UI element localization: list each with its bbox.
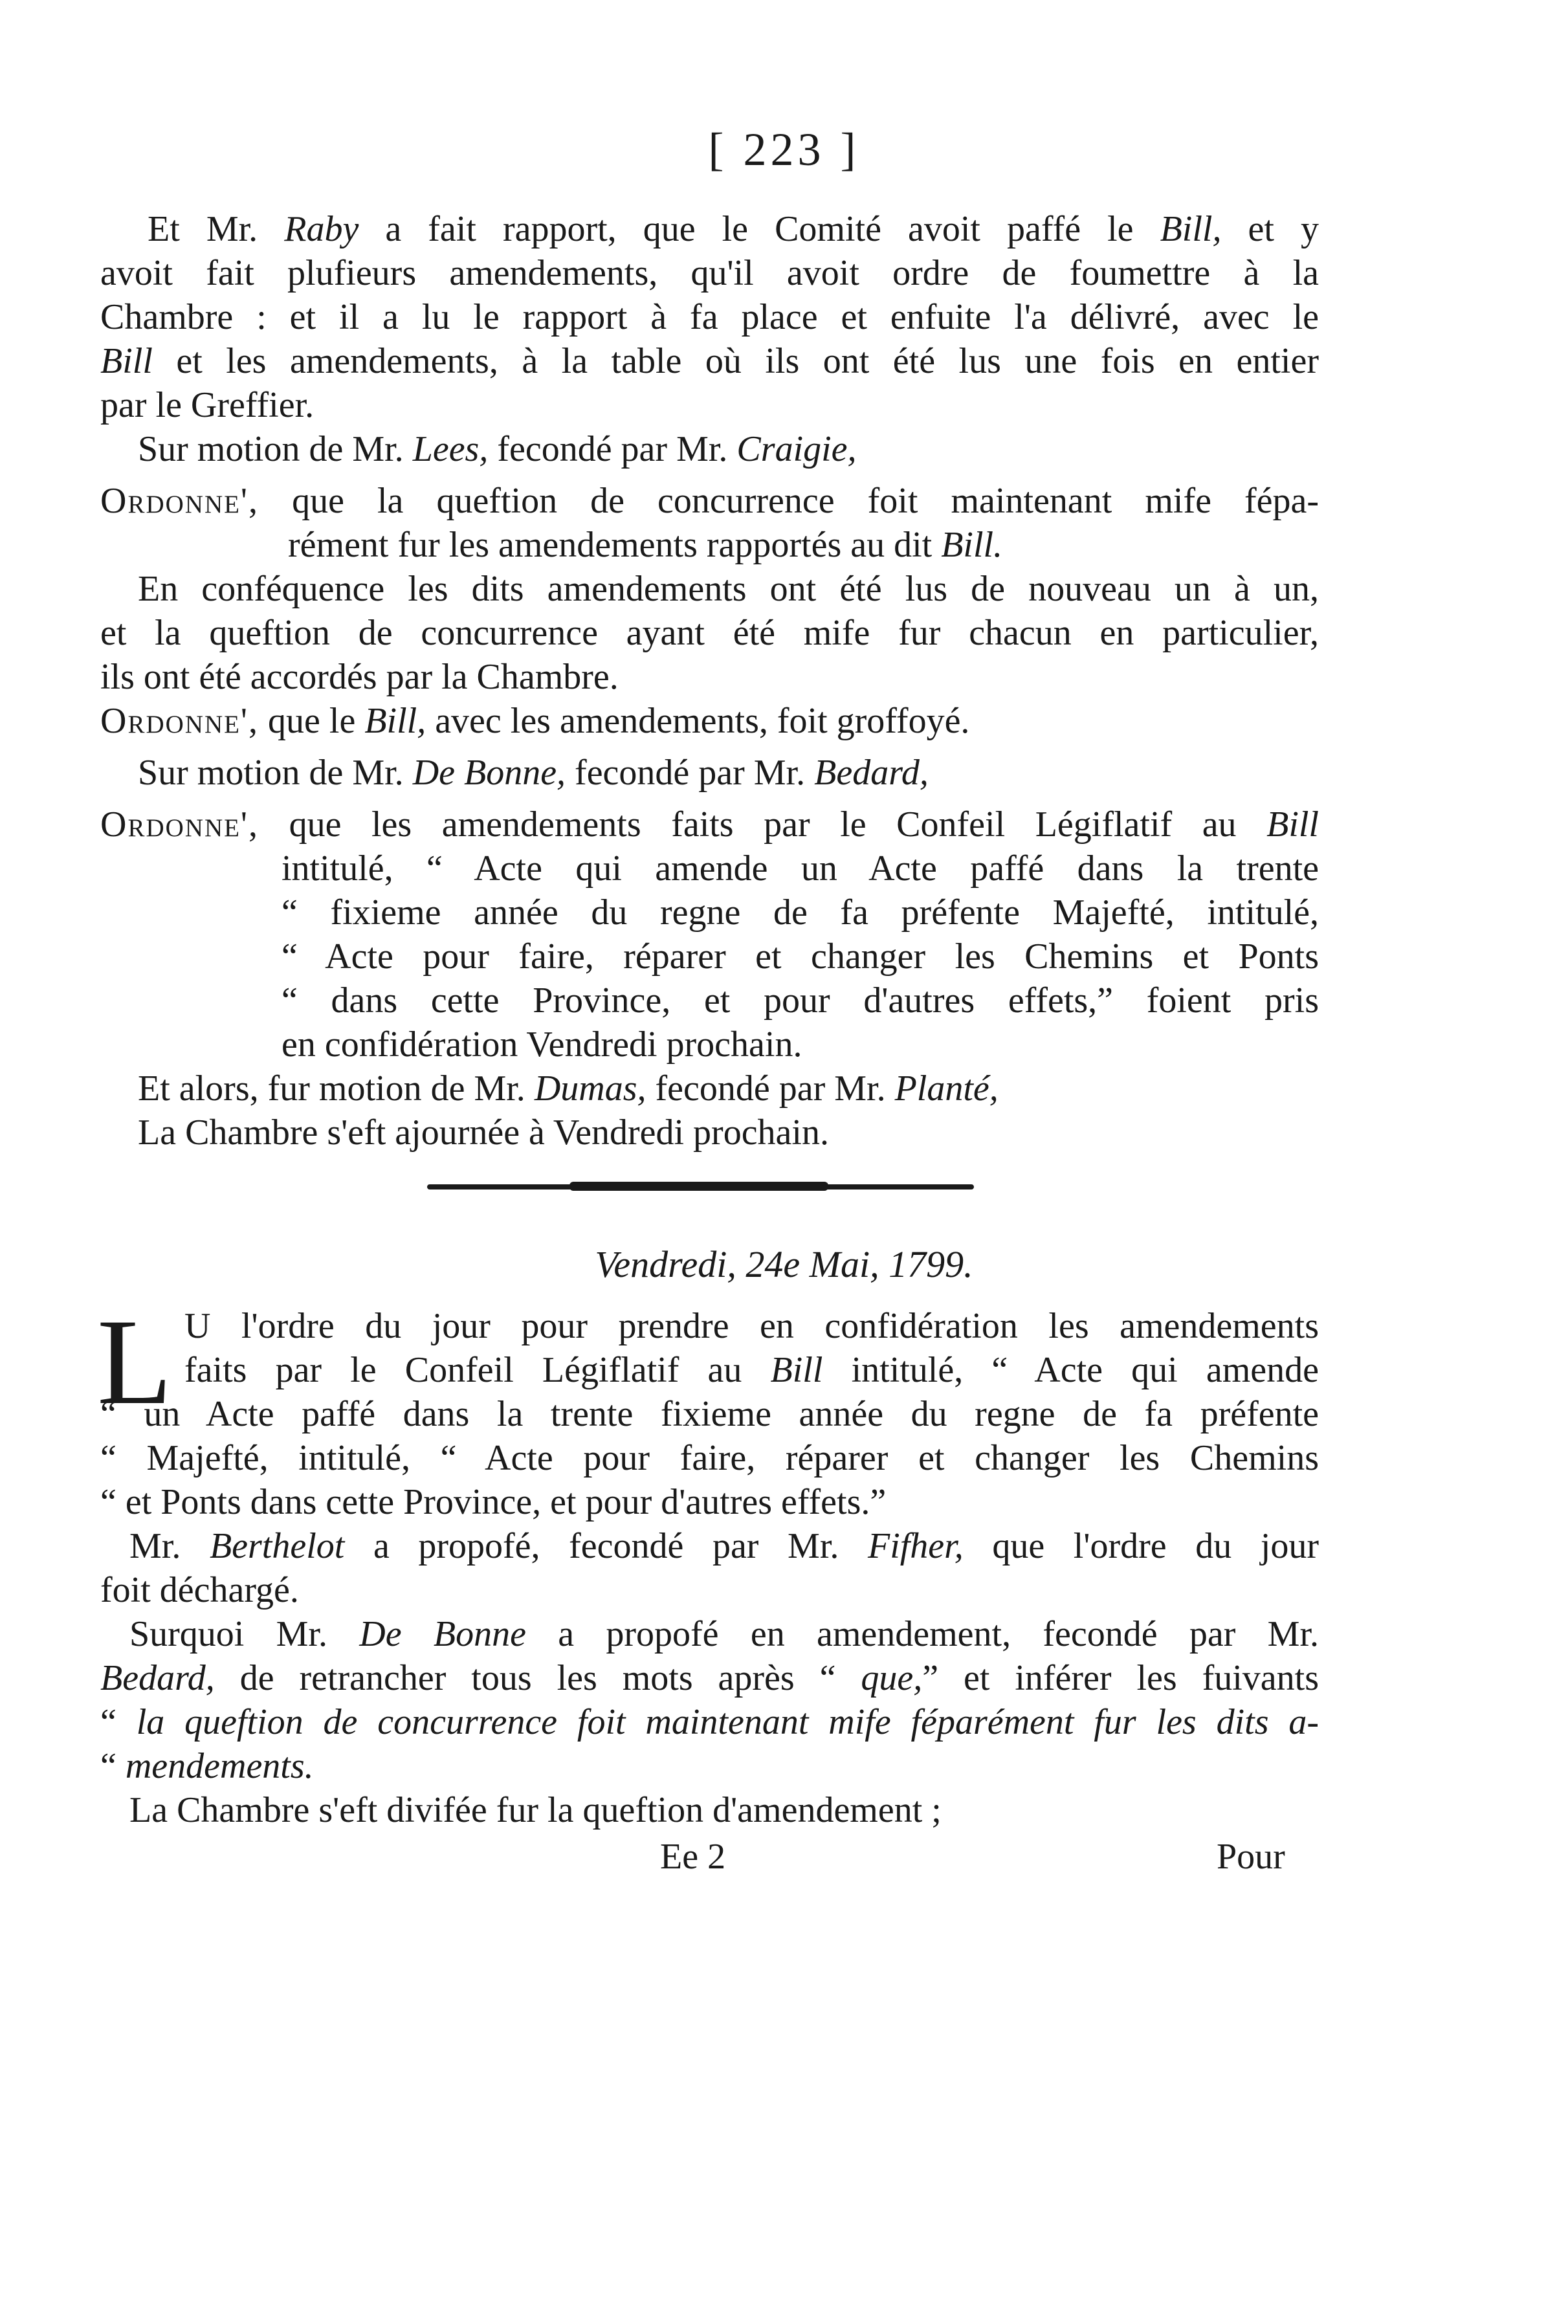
text-segment: “ fixieme année du regne de fa préfente Majefté, intitulé,: [282, 892, 1319, 933]
text-line: [100, 1436, 1319, 1480]
text-segment: “: [100, 1702, 137, 1742]
page-number: [ 223 ]: [708, 124, 860, 175]
text-segment: “ Majefté, intitulé, “ Acte pour faire, réparer et changer les Chemins: [100, 1438, 1319, 1478]
text-segment: et y: [1221, 209, 1319, 249]
text-line: [100, 699, 969, 743]
text-segment: Sur motion de Mr.: [138, 429, 413, 469]
italic-segment: Bill: [100, 341, 153, 381]
signature-mark: Ee 2: [660, 1837, 726, 1877]
italic-segment: Craigie,: [736, 429, 857, 469]
text-line: [100, 295, 1319, 339]
text-segment: fecondé par Mr.: [566, 753, 815, 793]
text-line: [100, 251, 1319, 295]
text-segment: par le Greffier.: [100, 385, 315, 425]
italic-segment: Lees,: [412, 429, 489, 469]
italic-segment: mendements.: [125, 1746, 314, 1786]
text-segment: que le: [259, 701, 365, 741]
italic-segment: Bedard,: [814, 753, 929, 793]
text-segment: faits par le Confeil Légiflatif au: [184, 1350, 771, 1390]
text-line: [129, 1524, 1319, 1568]
text-segment: et les amendements, à la table où ils ont été lus une fois en entier: [152, 341, 1319, 381]
text-segment: U l'ordre du jour pour prendre en confidération les amendements: [184, 1306, 1319, 1346]
text-line: [100, 611, 1319, 655]
text-line: [288, 523, 1002, 567]
text-segment: rément fur les amendements rapportés au dit: [288, 525, 942, 565]
italic-segment: que,: [861, 1658, 923, 1698]
text-line: [100, 802, 1319, 847]
text-line: [100, 1656, 1319, 1700]
italic-segment: De Bonne,: [412, 753, 566, 793]
text-segment: intitulé, “ Acte qui amende un Acte paffé dans la trente: [282, 848, 1319, 889]
text-segment: “ dans cette Province, et pour d'autres effets,” foient pris: [282, 980, 1319, 1021]
text-segment: Et alors, fur motion de Mr.: [138, 1068, 535, 1109]
dateline: Vendredi, 24e Mai, 1799.: [595, 1243, 973, 1285]
small-caps-segment: Ordonne',: [100, 701, 259, 741]
italic-segment: Raby: [284, 209, 359, 249]
text-segment: de retrancher tous les mots après “: [214, 1658, 861, 1698]
italic-segment: Bill: [770, 1350, 823, 1390]
text-line: [100, 339, 1319, 383]
text-segment: Et Mr.: [148, 209, 285, 249]
text-segment: La Chambre s'eft ajournée à Vendredi prochain.: [138, 1112, 829, 1153]
small-caps-segment: Ordonne',: [100, 481, 259, 521]
drop-cap: L: [97, 1294, 173, 1430]
text-segment: a propofé, fecondé par Mr.: [344, 1526, 868, 1566]
text-segment: avec les amendements, foit groffoyé.: [426, 701, 970, 741]
text-segment: a fait rapport, que le Comité avoit paffé le: [359, 209, 1160, 249]
italic-segment: Bill.: [941, 525, 1003, 565]
text-segment: que les amendements faits par le Confeil Légiflatif au: [259, 804, 1267, 845]
text-segment: Chambre : et il a lu le rapport à fa place et enfuite l'a délivré, avec le: [100, 297, 1319, 337]
text-line: [184, 1348, 1319, 1392]
text-line: [100, 655, 619, 699]
catchword: Pour: [1217, 1837, 1285, 1877]
text-line: [138, 751, 929, 795]
italic-segment: Bill,: [1160, 209, 1222, 249]
text-segment: ils ont été accordés par la Chambre.: [100, 657, 619, 697]
text-line: [100, 1568, 299, 1612]
text-segment: Sur motion de Mr.: [138, 753, 413, 793]
text-segment: La Chambre s'eft divifée fur la queftion d'amendement ;: [129, 1790, 942, 1830]
text-segment: En conféquence les dits amendements ont été lus de nouveau un à un,: [138, 569, 1319, 609]
text-line: [138, 567, 1319, 611]
text-line: [100, 1392, 1319, 1436]
italic-segment: Bill: [1266, 804, 1319, 845]
text-segment: “ un Acte paffé dans la trente fixieme année du regne de fa préfente: [100, 1394, 1319, 1434]
text-segment: ” et inférer les fuivants: [922, 1658, 1320, 1698]
italic-segment: De Bonne: [359, 1614, 526, 1654]
text-segment: intitulé, “ Acte qui amende: [823, 1350, 1319, 1390]
text-line: [282, 1023, 802, 1067]
text-segment: “ et Ponts dans cette Province, et pour d'autres effets.”: [100, 1482, 887, 1522]
text-line: [138, 427, 857, 471]
text-segment: a propofé en amendement, fecondé par Mr.: [525, 1614, 1320, 1654]
text-line: [138, 1067, 999, 1111]
text-segment: que l'ordre du jour: [963, 1526, 1319, 1566]
ornamental-rule: [427, 1184, 974, 1190]
small-caps-segment: Ordonne',: [100, 804, 259, 845]
text-line: [100, 479, 1319, 523]
text-segment: et la queftion de concurrence ayant été mife fur chacun en particulier,: [100, 613, 1319, 653]
italic-segment: Bill,: [364, 701, 426, 741]
text-line: [184, 1304, 1319, 1348]
text-segment: avoit fait plufieurs amendements, qu'il avoit ordre de foumettre à la: [100, 253, 1319, 293]
text-segment: “ Acte pour faire, réparer et changer les Chemins et Ponts: [282, 936, 1319, 977]
text-line: [100, 1744, 314, 1788]
text-line: [129, 1788, 942, 1832]
text-segment: “: [100, 1746, 126, 1786]
italic-segment: la queftion de concurrence foit maintenant mife féparément fur les dits a-: [136, 1702, 1319, 1742]
italic-segment: Planté,: [894, 1068, 999, 1109]
text-segment: foit déchargé.: [100, 1570, 299, 1610]
text-segment: Surquoi Mr.: [129, 1614, 360, 1654]
text-line: [282, 847, 1319, 891]
text-line: [282, 891, 1319, 935]
text-line: [138, 1111, 829, 1155]
text-line: [100, 383, 314, 427]
text-line: [282, 935, 1319, 979]
text-line: [100, 1480, 886, 1524]
text-line: [129, 1612, 1319, 1656]
text-line: [148, 207, 1319, 251]
text-segment: en confidération Vendredi prochain.: [282, 1024, 802, 1065]
text-segment: fecondé par Mr.: [488, 429, 737, 469]
italic-segment: Bedard,: [100, 1658, 215, 1698]
italic-segment: Berthelot: [209, 1526, 345, 1566]
italic-segment: Dumas,: [534, 1068, 646, 1109]
text-segment: fecondé par Mr.: [646, 1068, 895, 1109]
text-segment: que la queftion de concurrence foit maintenant mife fépa-: [259, 481, 1319, 521]
text-line: [282, 979, 1319, 1023]
text-segment: Mr.: [129, 1526, 210, 1566]
italic-segment: Fifher,: [867, 1526, 964, 1566]
text-line: [100, 1700, 1319, 1744]
